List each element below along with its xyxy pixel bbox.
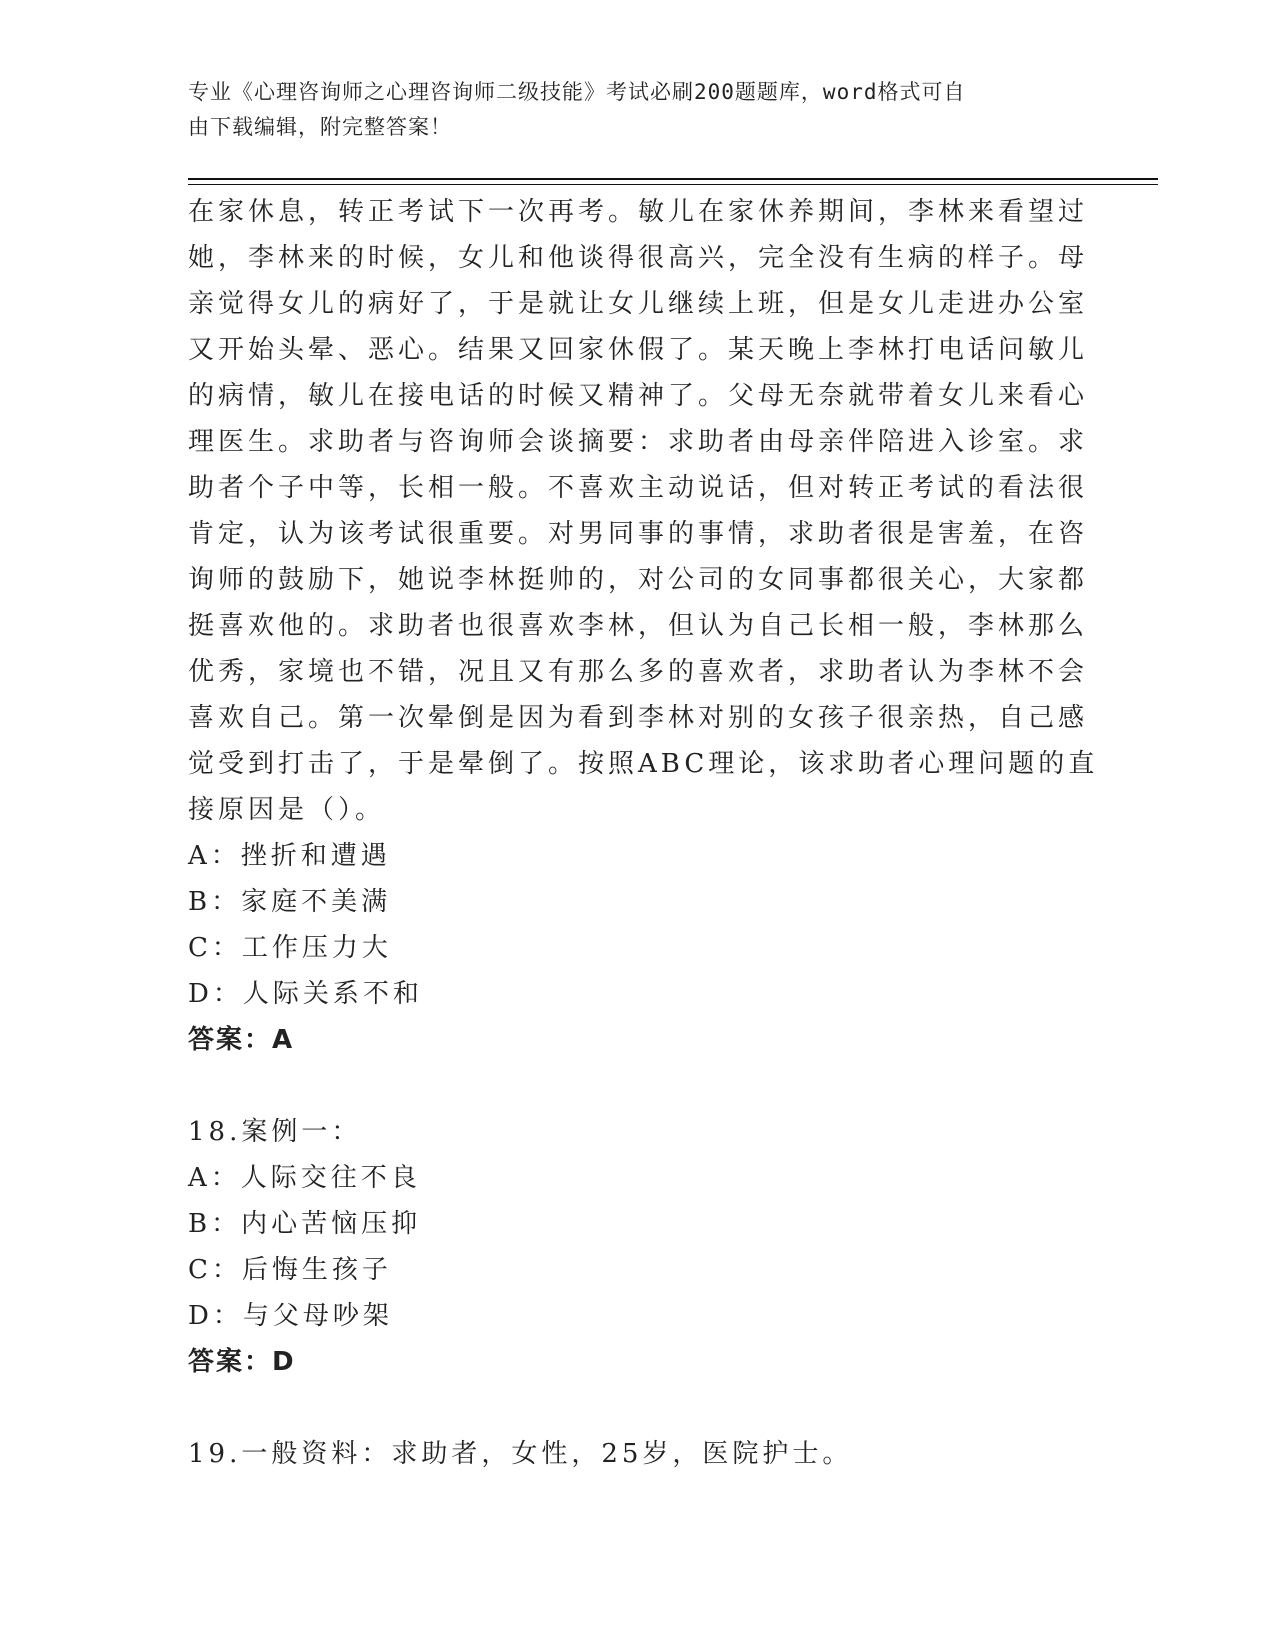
q18-answer: 答案：D [188,1347,296,1377]
passage-line: 喜欢自己。第一次晕倒是因为看到李林对别的女孩子很亲热，自己感 [188,703,1089,733]
q17-answer: 答案：A [188,1025,295,1055]
question-body [188,189,1099,1477]
spacer [188,1385,1068,1431]
passage-line: 助者个子中等，长相一般。不喜欢主动说话，但对转正考试的看法很 [188,473,1089,503]
passage-line: 询师的鼓励下，她说李林挺帅的，对公司的女同事都很关心，大家都 [188,565,1089,595]
q18-title: 18.案例一： [188,1117,362,1147]
passage-line: 她，李林来的时候，女儿和他谈得很高兴，完全没有生病的样子。母 [188,243,1089,273]
q17-option-b: B：家庭不美满 [188,887,392,917]
passage-line: 在家休息，转正考试下一次再考。敏儿在家休养期间，李林来看望过 [188,197,1089,227]
q18-option-c: C：后悔生孩子 [188,1255,392,1285]
header-rule-thick [188,178,1158,180]
q17-option-a: A：挫折和遭遇 [188,841,391,871]
spacer [188,1063,1068,1109]
passage-line: 又开始头晕、恶心。结果又回家休假了。某天晚上李林打电话问敏儿 [188,335,1089,365]
q18-option-d: D：与父母吵架 [188,1301,393,1331]
header-line-1: 专业《心理咨询师之心理咨询师二级技能》考试必刷200题题库，word格式可自 [188,80,966,104]
q18-option-a: A：人际交往不良 [188,1163,421,1193]
page-header [188,75,1068,145]
passage-line: 亲觉得女儿的病好了，于是就让女儿继续上班，但是女儿走进办公室 [188,289,1089,319]
header-rule-thin [188,184,1158,185]
q19-title: 19.一般资料：求助者，女性，25岁，医院护士。 [188,1439,853,1469]
q17-option-d: D：人际关系不和 [188,979,423,1009]
passage-line: 理医生。求助者与咨询师会谈摘要：求助者由母亲伴陪进入诊室。求 [188,427,1089,457]
passage-line: 接原因是（）。 [188,795,386,825]
q17-option-c: C：工作压力大 [188,933,392,963]
passage-line: 挺喜欢他的。求助者也很喜欢李林，但认为自己长相一般，李林那么 [188,611,1089,641]
passage-line: 的病情，敏儿在接电话的时候又精神了。父母无奈就带着女儿来看心 [188,381,1089,411]
passage-line: 觉受到打击了，于是晕倒了。按照ABC理论，该求助者心理问题的直 [188,749,1099,779]
passage-line: 肯定，认为该考试很重要。对男同事的事情，求助者很是害羞，在咨 [188,519,1089,549]
header-line-2: 由下载编辑，附完整答案！ [188,115,452,139]
q18-option-b: B：内心苦恼压抑 [188,1209,422,1239]
passage-line: 优秀，家境也不错，况且又有那么多的喜欢者，求助者认为李林不会 [188,657,1089,687]
